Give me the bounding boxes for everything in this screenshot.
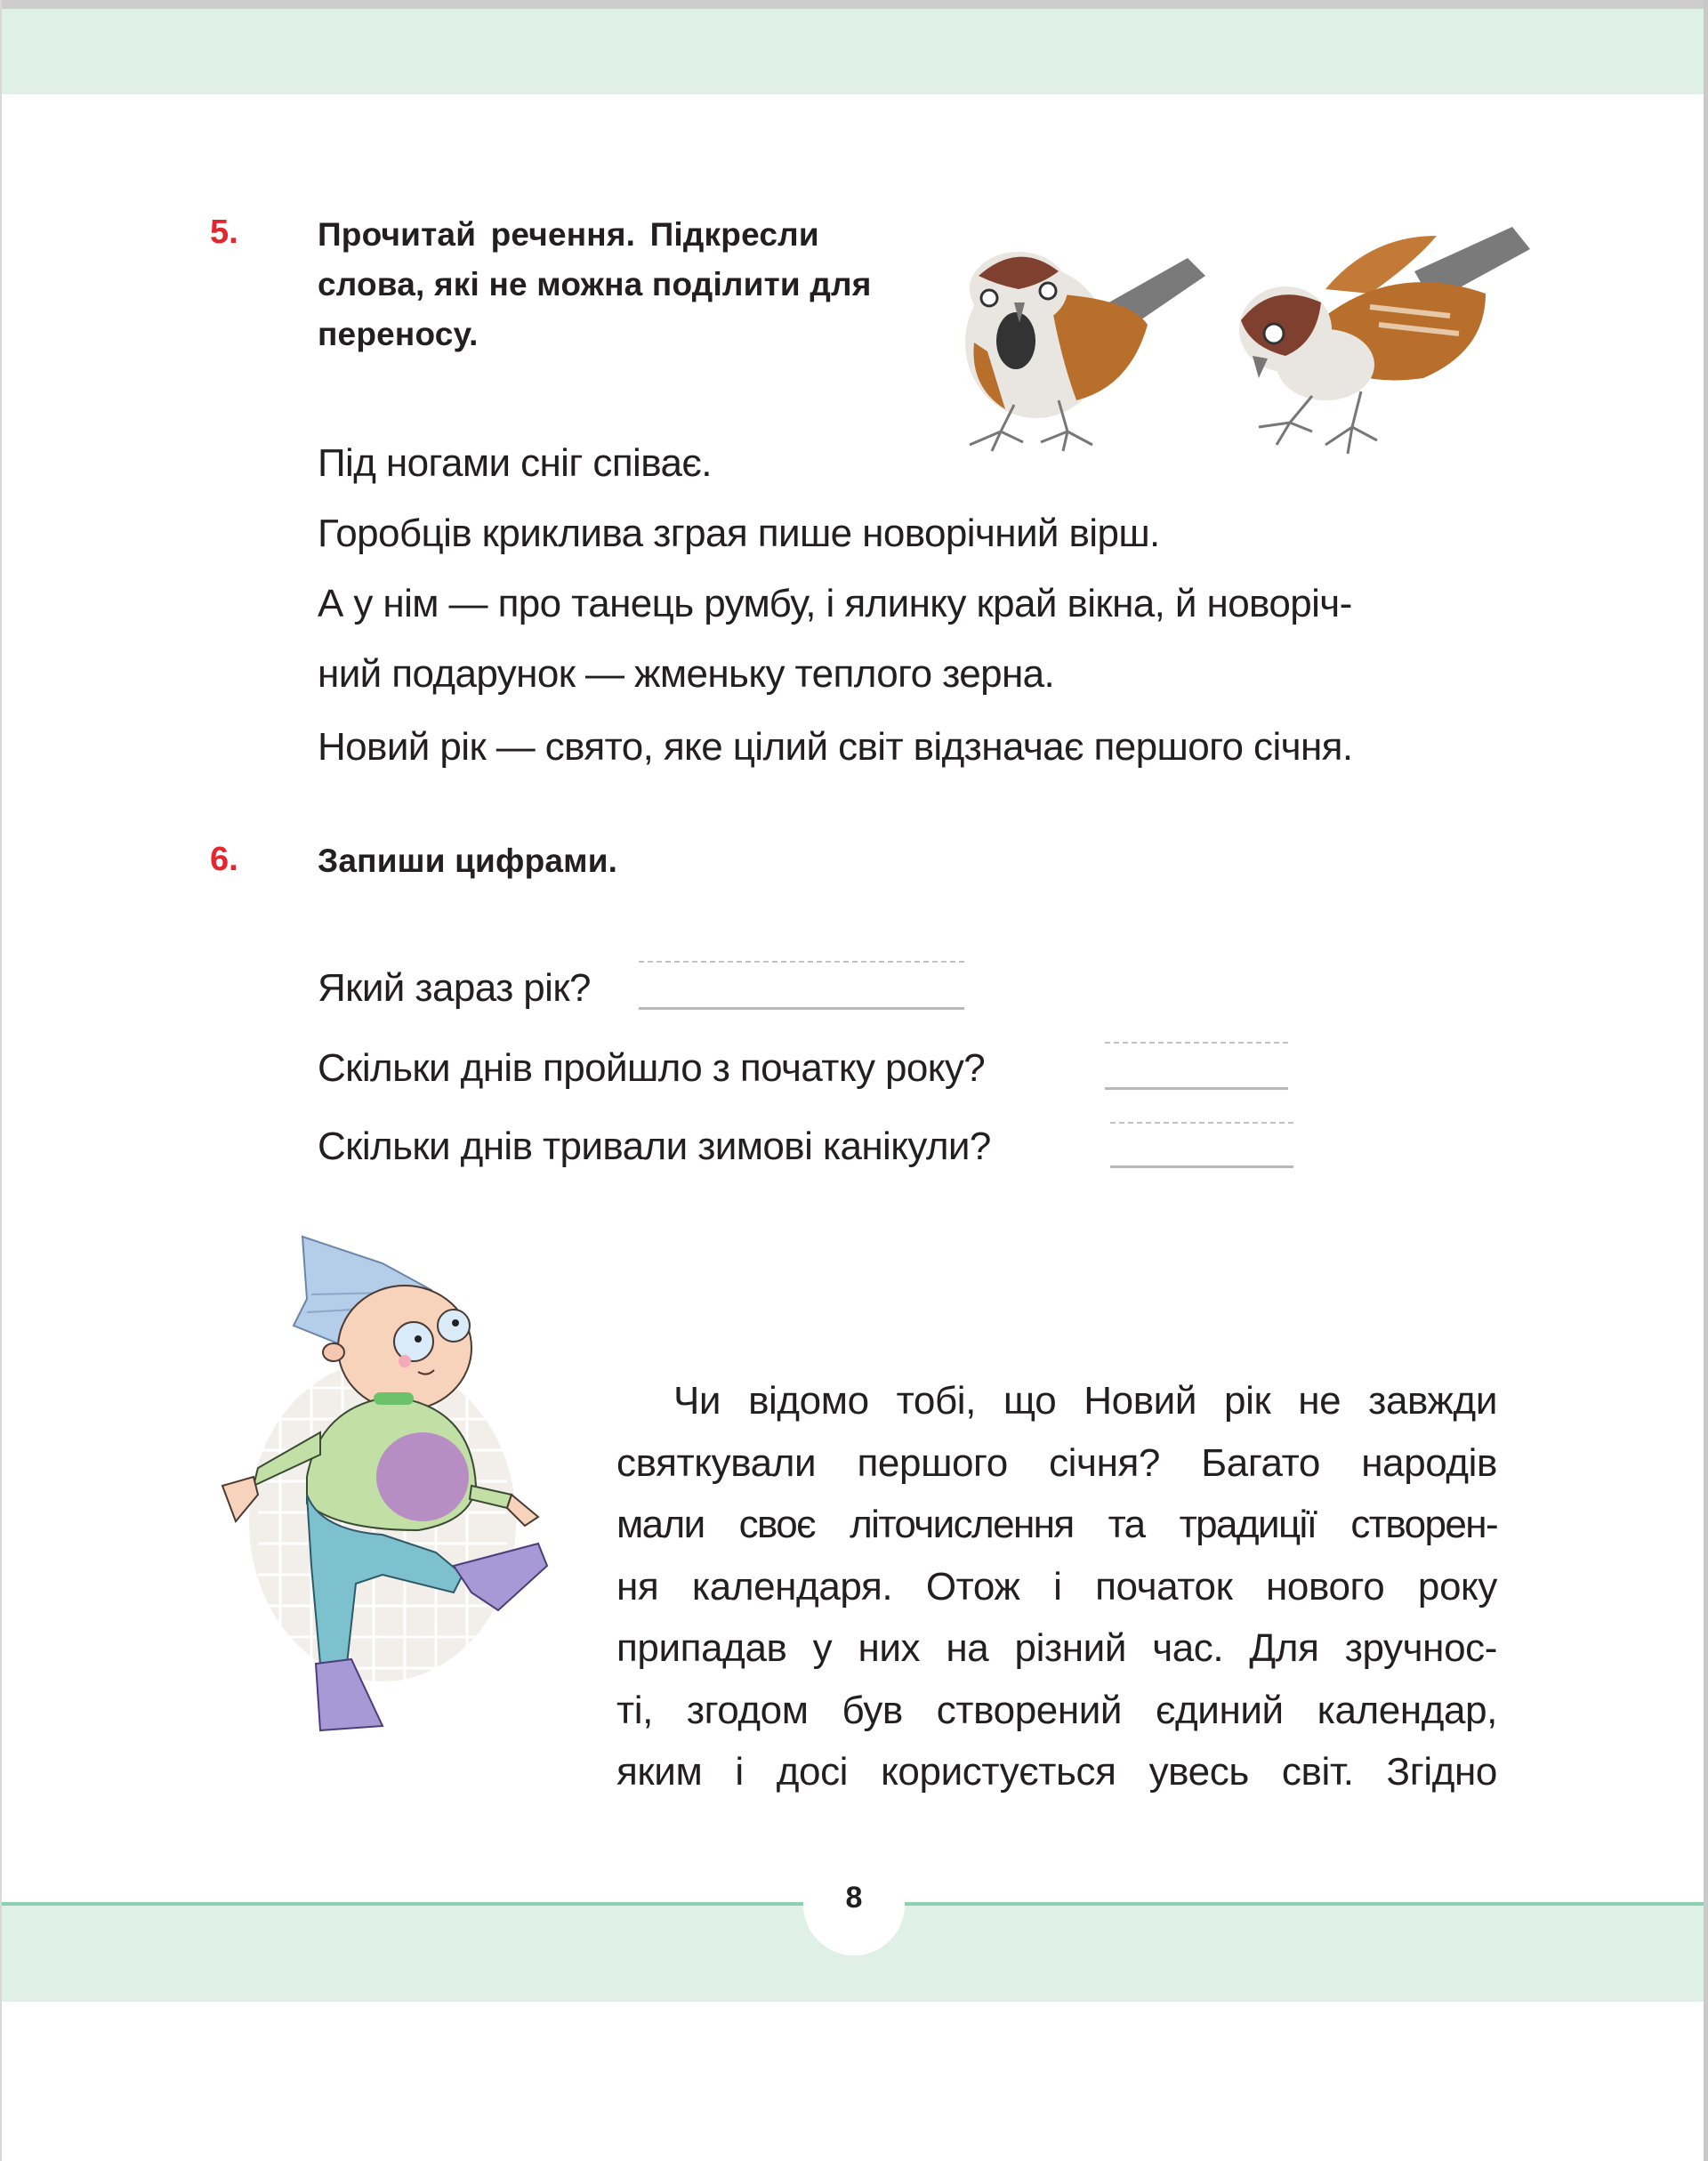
paragraph-line: припадав у них на різний час. Для зручнос- bbox=[616, 1626, 1497, 1670]
question-text: Скільки днів тривали зимові канікули? bbox=[318, 1125, 991, 1168]
paragraph-line: ня календаря. Отож і початок нового року bbox=[616, 1564, 1497, 1609]
sentence-line: Під ногами сніг співає. bbox=[318, 441, 712, 485]
task-5-instruction-line: переносу. bbox=[318, 316, 479, 352]
answer-field-days-passed[interactable] bbox=[1105, 1087, 1288, 1090]
answer-field-year[interactable] bbox=[639, 1007, 964, 1010]
answer-guide-line bbox=[639, 961, 964, 963]
task-6-number: 6. bbox=[210, 841, 238, 878]
answer-guide-line bbox=[1105, 1042, 1288, 1044]
paragraph-line: святкували першого січня? Багато народів bbox=[616, 1440, 1497, 1485]
sparrow-left-icon bbox=[965, 252, 1205, 451]
paragraph-line: мали своє літочислення та традиції створен- bbox=[616, 1503, 1497, 1546]
sentence-line: ний подарунок — жменьку теплого зерна. bbox=[318, 652, 1055, 696]
task-5-instruction-line: слова, які не можна поділити для bbox=[318, 266, 872, 302]
task-5-instruction-line: Прочитай речення. Підкресли bbox=[318, 216, 819, 253]
paragraph-line: Чи відомо тобі, що Новий рік не завжди bbox=[673, 1379, 1497, 1423]
header-band bbox=[2, 9, 1704, 94]
task-6-instruction: Запиши цифрами. bbox=[318, 843, 618, 879]
question-text: Який зараз рік? bbox=[318, 966, 591, 1010]
task-5-number: 5. bbox=[210, 214, 238, 251]
sparrows-illustration bbox=[952, 209, 1539, 458]
page-left-edge bbox=[0, 0, 2, 2161]
sparrow-right-icon bbox=[1239, 227, 1530, 454]
answer-field-holiday-days[interactable] bbox=[1110, 1165, 1293, 1168]
page-number: 8 bbox=[845, 1881, 863, 1915]
paragraph-line: ті, згодом був створений єдиний календар, bbox=[616, 1688, 1497, 1732]
sentence-line: Горобців криклива зграя пише новорічний вірш. bbox=[318, 512, 1160, 555]
sentence-line: Новий рік — свято, яке цілий світ відзначає першого січня. bbox=[318, 725, 1353, 769]
boy-paper-hat-illustration bbox=[205, 1228, 578, 1797]
window-top-bar bbox=[0, 0, 1708, 9]
paragraph-line: яким і досі користується увесь світ. Згідно bbox=[616, 1750, 1497, 1794]
page-right-edge bbox=[1704, 0, 1708, 2161]
info-paragraph bbox=[616, 1370, 1497, 1803]
answer-guide-line bbox=[1110, 1122, 1293, 1124]
task-5-instruction bbox=[318, 210, 922, 359]
sentence-line: А у нім — про танець румбу, і ялинку край вікна, й новоріч- bbox=[318, 582, 1352, 625]
question-text: Скільки днів пройшло з початку року? bbox=[318, 1046, 986, 1090]
